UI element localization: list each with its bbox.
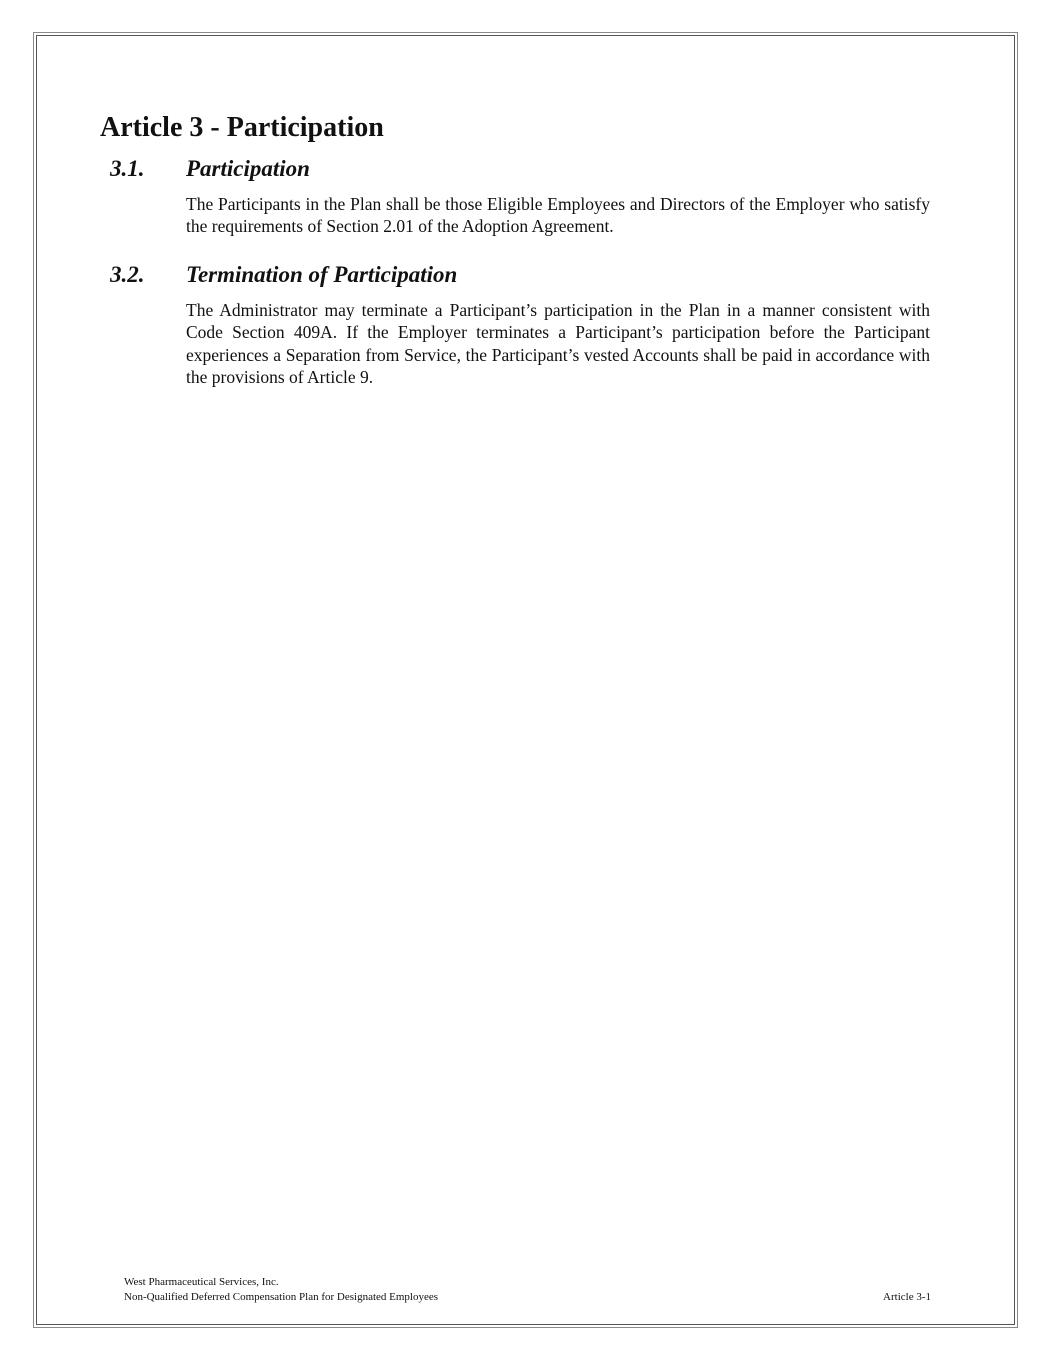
article-title: Article 3 - Participation <box>100 112 384 143</box>
footer-plan-name: Non-Qualified Deferred Compensation Plan for Designated Employees <box>124 1290 439 1303</box>
section-title: Termination of Participation <box>186 262 458 287</box>
footer-page-number: Article 3-1 <box>883 1290 931 1303</box>
section-heading-3-2 <box>110 260 457 290</box>
section-heading-3-1 <box>110 154 310 184</box>
section-body-3-2: The Administrator may terminate a Participant’s participation in the Plan in a manner consistent with Code Section 409A. If the Employer terminates a Participant’s participation before the Participant experiences a Separation from Service, the Participant’s vested Accounts shall be paid in accordance with the provisions of Article 9. <box>186 300 930 388</box>
page-footer <box>124 1275 931 1304</box>
section-title: Participation <box>186 156 310 181</box>
section-number: 3.2. <box>110 262 145 287</box>
section-body-3-1: The Participants in the Plan shall be those Eligible Employees and Directors of the Employer who satisfy the requirements of Section 2.01 of the Adoption Agreement. <box>186 194 930 237</box>
footer-company: West Pharmaceutical Services, Inc. <box>124 1276 279 1288</box>
section-number: 3.1. <box>110 156 145 181</box>
